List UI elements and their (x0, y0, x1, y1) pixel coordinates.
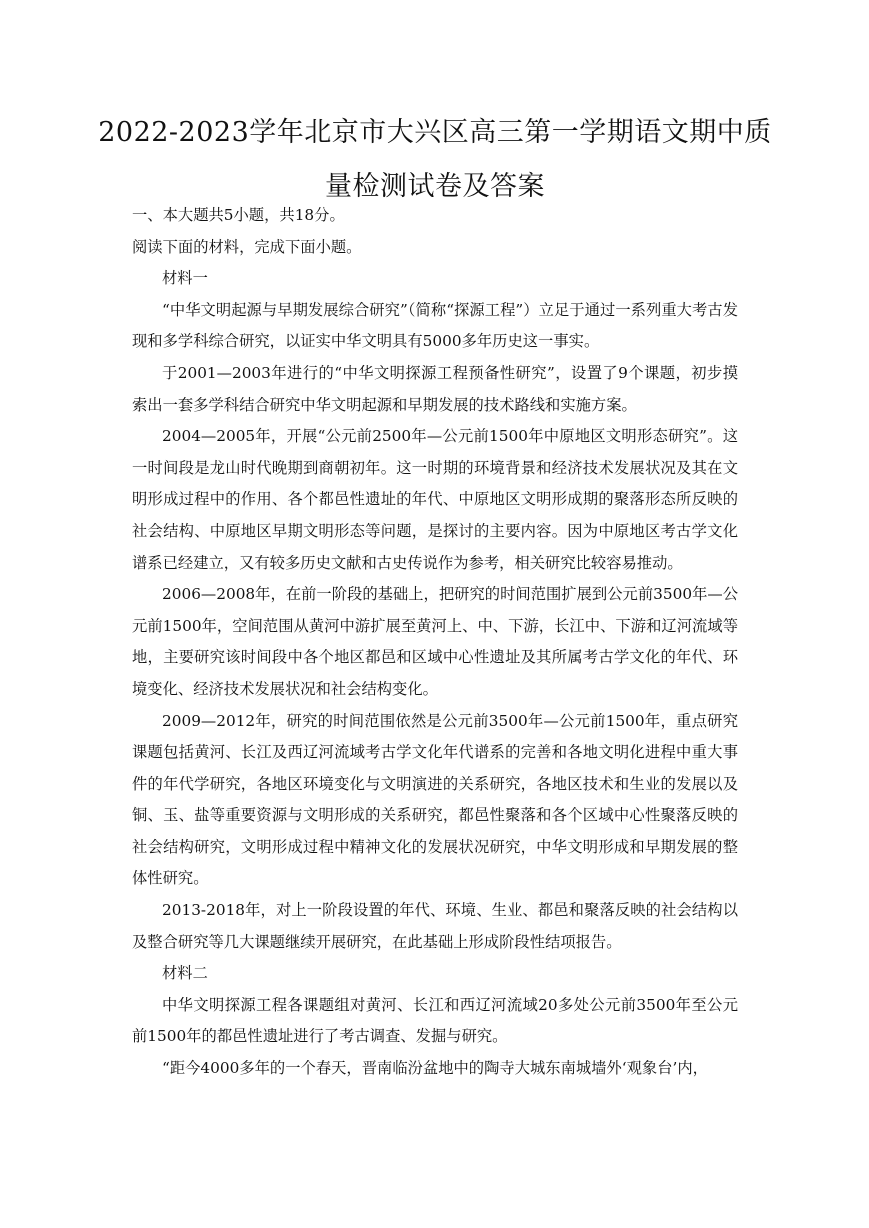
document-body (132, 200, 738, 1085)
paragraph: 2013-2018年，对上一阶段设置的年代、环境、生业、都邑和聚落反映的社会结构以及整合研究等几大课题继续开展研究，在此基础上形成阶段性结项报告。 (132, 901, 738, 951)
paragraph: 2006—2008年，在前一阶段的基础上，把研究的时间范围扩展到公元前3500年—公元前1500年，空间范围从黄河中游扩展至黄河上、中、下游，长江中、下游和辽河流域等地，主要研究该时间段中各个地区都邑和区域中心性遗址及其所属考古学文化的年代、环境变化、经济技术发展状况和社会结构变化。 (132, 585, 738, 698)
material-two-label: 材料二 (162, 964, 208, 983)
document-title: 2022-2023学年北京市大兴区高三第一学期语文期中质量检测试卷及答案 (98, 117, 772, 202)
section-heading: 一、本大题共5小题，共18分。 (132, 206, 345, 224)
paragraph: 于2001—2003年进行的“中华文明探源工程预备性研究”，设置了9个课题，初步摸索出一套多学科结合研究中华文明起源和早期发展的技术路线和实施方案。 (132, 363, 738, 414)
paragraph: 中华文明探源工程各课题组对黄河、长江和西辽河流域20多处公元前3500年至公元前1500年的都邑性遗址进行了考古调查、发掘与研究。 (132, 995, 738, 1046)
paragraph: 2009—2012年，研究的时间范围依然是公元前3500年—公元前1500年，重点研究课题包括黄河、长江及西辽河流域考古学文化年代谱系的完善和各地文明化进程中重大事件的年代学研究，各地区环境变化与文明演进的关系研究，各地区技术和生业的发展以及铜、玉、盐等重要资源与文明形成的关系研究，都邑性聚落和各个区域中心性聚落反映的社会结构研究，文明形成过程中精神文化的发展状况研究，中华文明形成和早期发展的整体性研究。 (132, 711, 738, 888)
paragraph: “距今4000多年的一个春天，晋南临汾盆地中的陶寺大城东南城墙外‘观象台’内， (162, 1059, 708, 1078)
paragraph: 2004—2005年，开展“公元前2500年—公元前1500年中原地区文明形态研究”。这一时间段是龙山时代晚期到商朝初年。这一时期的环境背景和经济技术发展状况及其在文明形成过程中的作用、各个都邑性遗址的年代、中原地区文明形成期的聚落形态所反映的社会结构、中原地区早期文明形态等问题，是探讨的主要内容。因为中原地区考古学文化谱系已经建立，又有较多历史文献和古史传说作为参考，相关研究比较容易推动。 (132, 427, 738, 572)
material-one-label: 材料一 (162, 269, 208, 288)
instruction-text: 阅读下面的材料，完成下面小题。 (132, 237, 362, 256)
paragraph: “中华文明起源与早期发展综合研究”（简称“探源工程”）立足于通过一系列重大考古发现和多学科综合研究，以证实中华文明具有5000多年历史这一事实。 (132, 300, 738, 351)
